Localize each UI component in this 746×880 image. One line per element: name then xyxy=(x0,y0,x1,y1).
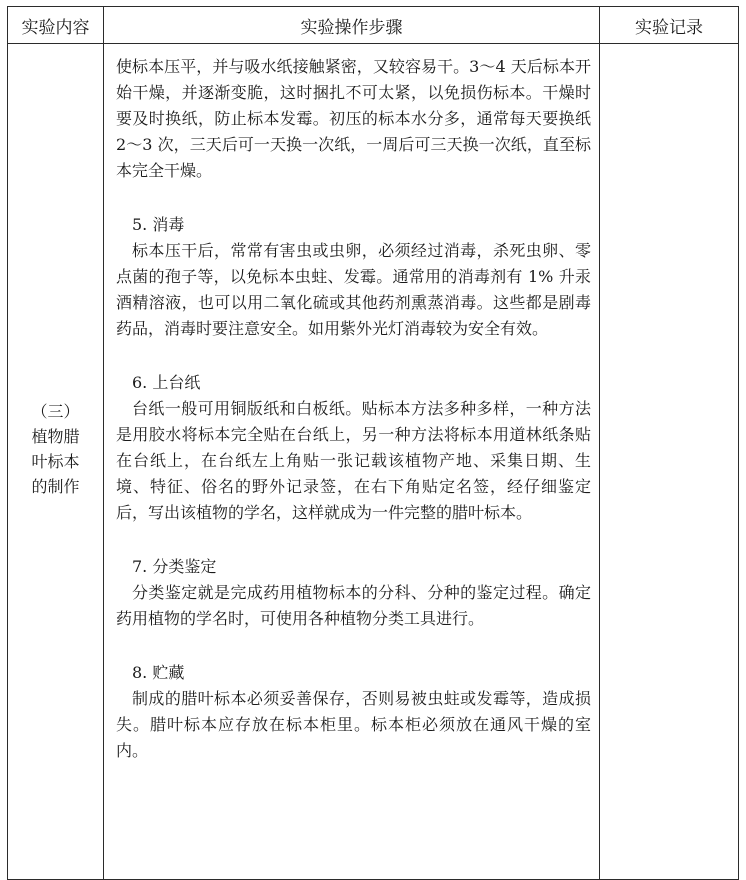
experiment-table xyxy=(7,6,739,880)
content-line: 植物腊 xyxy=(31,427,80,446)
content-line: （三） xyxy=(31,402,80,421)
section-heading-storage: 8. 贮藏 xyxy=(132,663,185,682)
content-label xyxy=(8,399,103,499)
content-line: 叶标本 xyxy=(31,452,80,471)
experiment-table-page xyxy=(7,6,738,870)
section-text-storage: 制成的腊叶标本必须妥善保存，否则易被虫蛀或发霉等，造成损失。腊叶标本应存放在标本柜里。标本柜必须放在通风干燥的室内。 xyxy=(116,689,591,760)
section-text-identification: 分类鉴定就是完成药用植物标本的分科、分种的鉴定过程。确定药用植物的学名时，可使用各种植物分类工具进行。 xyxy=(116,583,591,628)
header-record: 实验记录 xyxy=(600,7,739,44)
intro-paragraph: 使标本压平，并与吸水纸接触紧密，又较容易干。3～4 天后标本开始干燥，并逐渐变脆，这时捆扎不可太紧，以免损伤标本。干燥时要及时换纸，防止标本发霉。初压的标本水分多，通常每天要换纸 2～3 次，三天后可一天换一次纸，一周后可三天换一次纸，直至标本完全干燥。 xyxy=(116,57,591,180)
record-cell xyxy=(600,44,739,880)
steps-cell xyxy=(104,44,600,880)
header-content: 实验内容 xyxy=(8,7,104,44)
section-heading-mounting: 6. 上台纸 xyxy=(132,373,201,392)
section-text-disinfection: 标本压干后，常常有害虫或虫卵，必须经过消毒，杀死虫卵、零点菌的孢子等，以免标本虫蛀、发霉。通常用的消毒剂有 1% 升汞酒精溶液，也可以用二氧化硫或其他药剂熏蒸消毒。这些都是剧毒药品，消毒时要注意安全。如用紫外光灯消毒较为安全有效。 xyxy=(116,241,591,338)
content-line: 的制作 xyxy=(31,477,80,496)
header-row xyxy=(8,7,739,44)
table-row xyxy=(8,44,739,880)
header-steps: 实验操作步骤 xyxy=(104,7,600,44)
section-heading-disinfection: 5. 消毒 xyxy=(132,215,185,234)
section-heading-identification: 7. 分类鉴定 xyxy=(132,557,217,576)
content-cell xyxy=(8,44,104,880)
section-text-mounting: 台纸一般可用铜版纸和白板纸。贴标本方法多种多样，一种方法是用胶水将标本完全贴在台纸上，另一种方法将标本用道林纸条贴在台纸上，在台纸左上角贴一张记载该植物产地、采集日期、生境、特征、俗名的野外记录签，在右下角贴定名签，经仔细鉴定后，写出该植物的学名，这样就成为一件完整的腊叶标本。 xyxy=(116,399,591,522)
